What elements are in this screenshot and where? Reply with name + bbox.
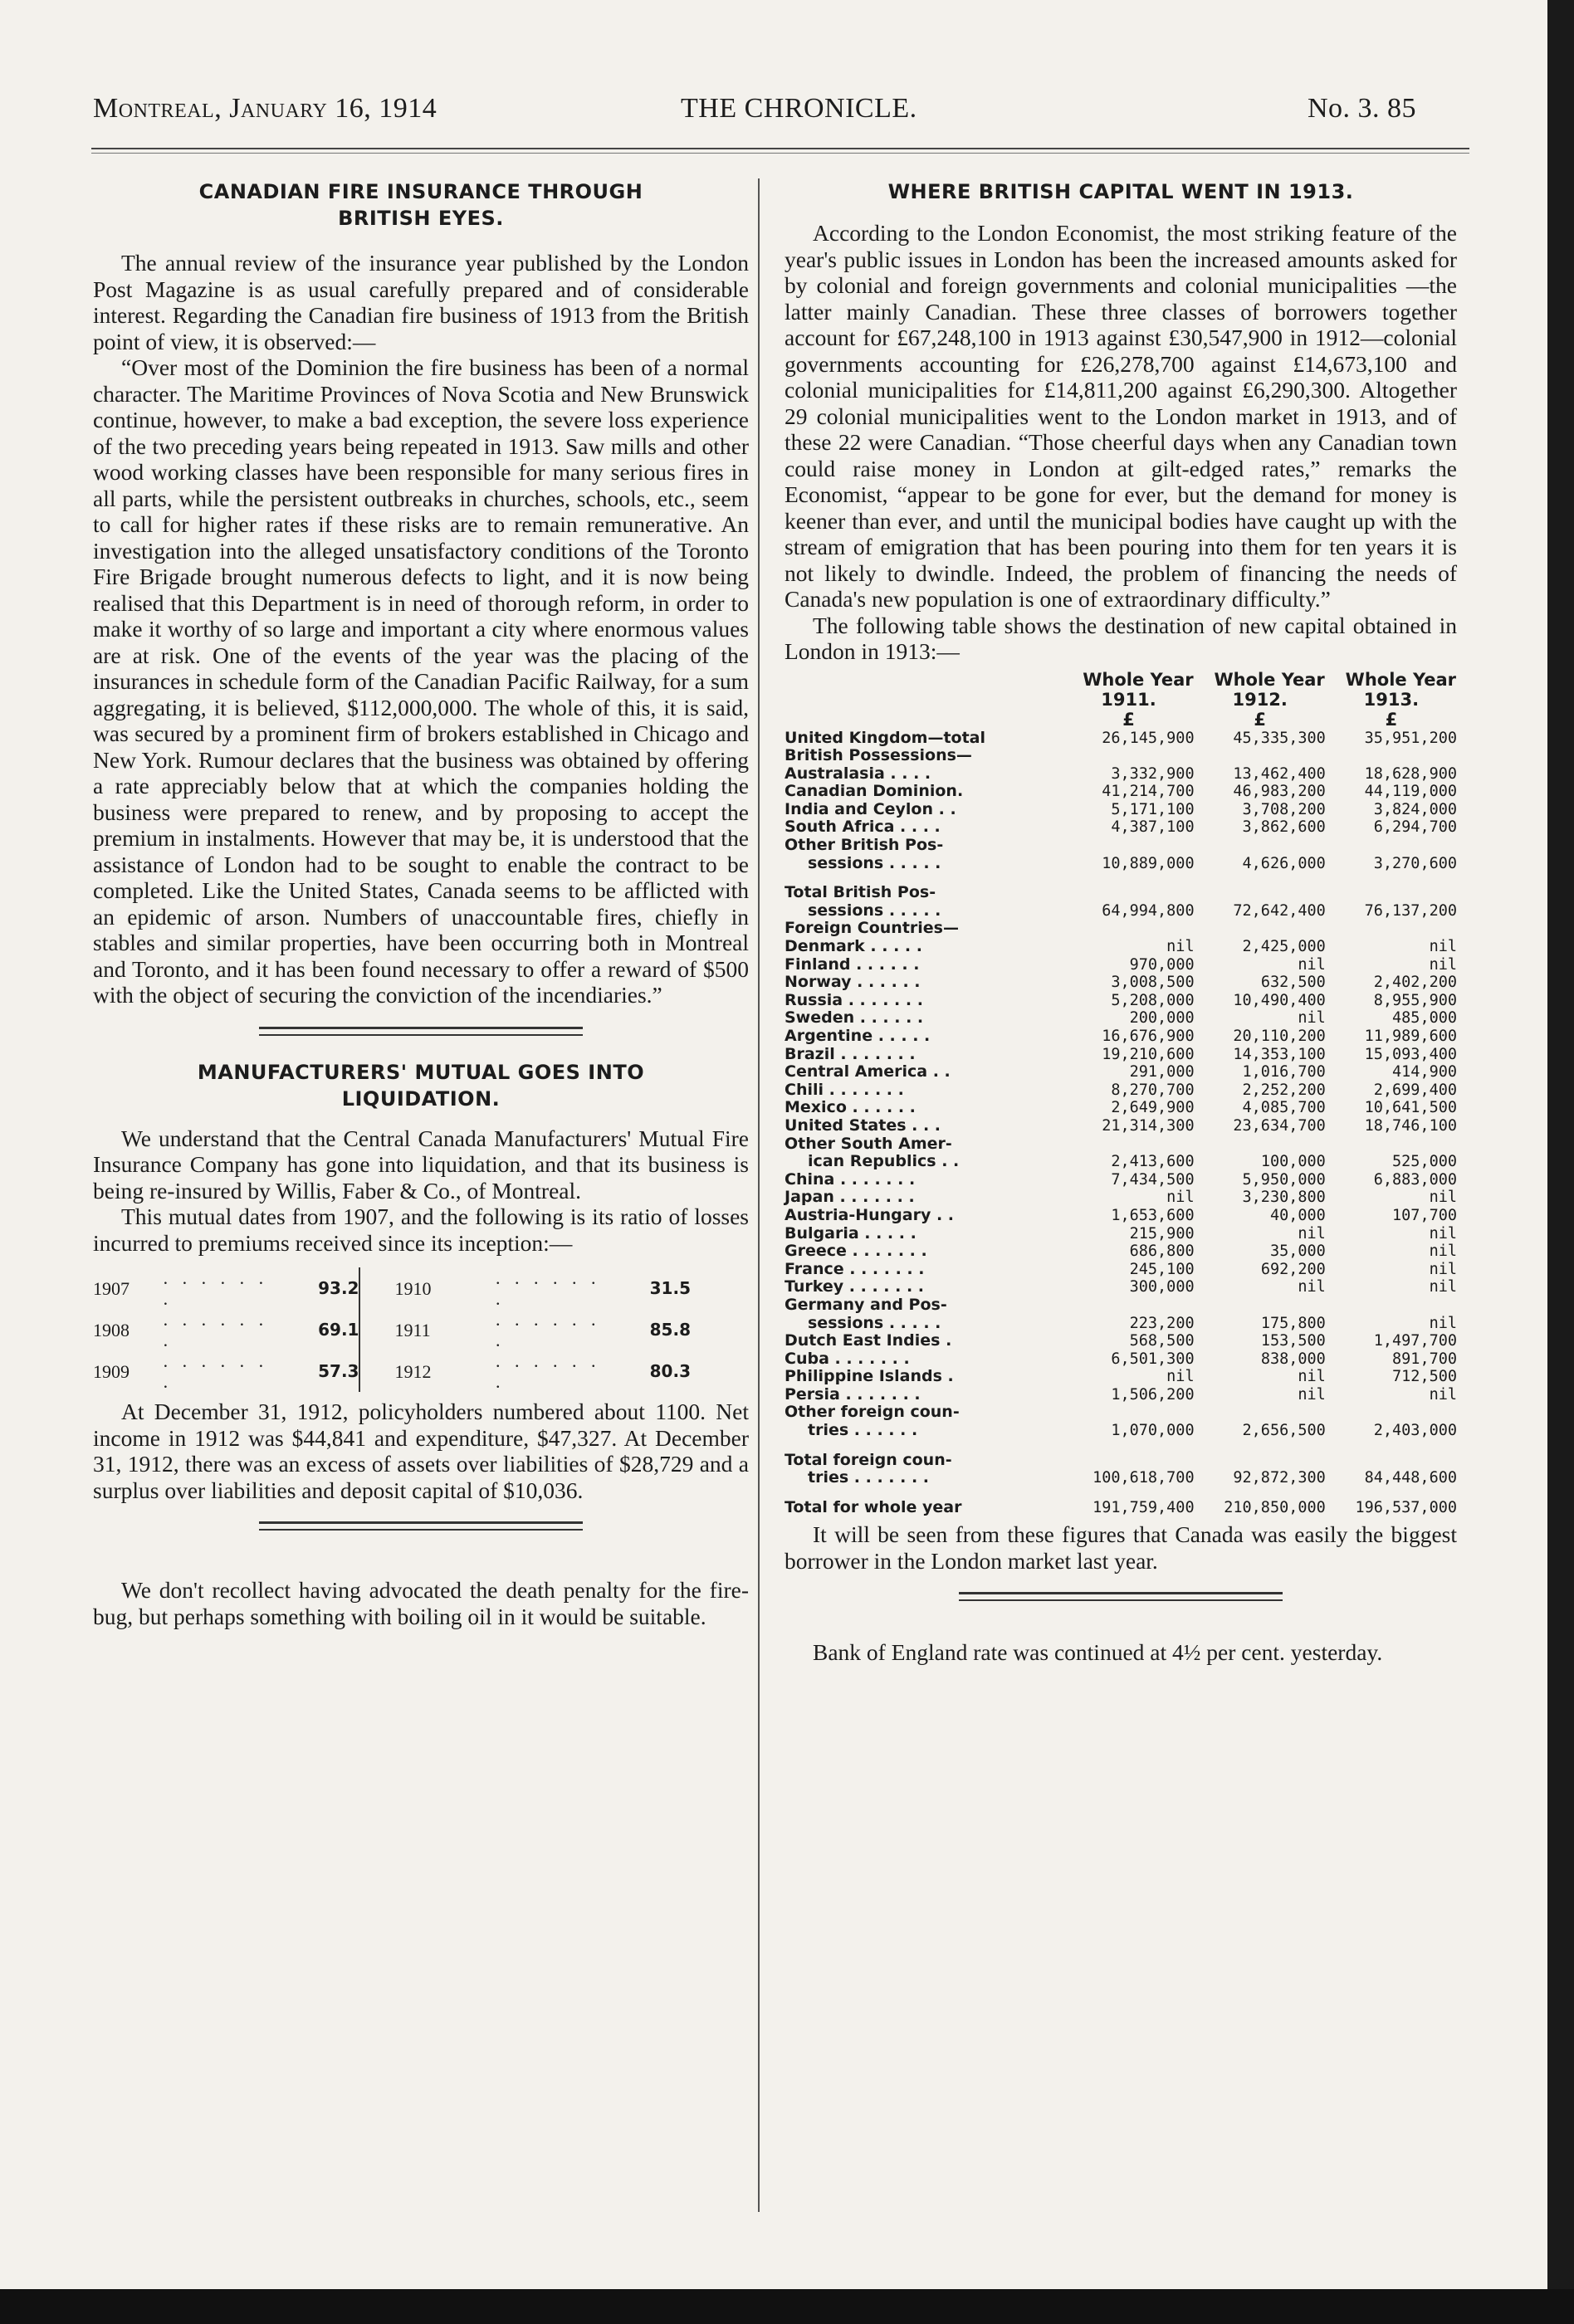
row-value: 10,490,400 (1233, 991, 1326, 1009)
ratio-value: 85.8 (649, 1319, 691, 1340)
row-value: 223,200 (1129, 1314, 1195, 1332)
row-value: 3,008,500 (1111, 974, 1195, 992)
table-row (785, 920, 1457, 938)
row-value: 245,100 (1129, 1260, 1195, 1278)
row-value: 4,626,000 (1242, 854, 1326, 872)
row-value: 21,314,300 (1102, 1116, 1195, 1135)
ratio-year: 1910 (394, 1277, 432, 1299)
row-label: Greece . . . . . . . (785, 1242, 927, 1261)
row-value (1063, 1440, 1194, 1452)
row-value: 107,700 (1392, 1206, 1457, 1224)
row-value (1195, 837, 1326, 855)
row-value: 72,642,400 (1233, 901, 1326, 920)
row-label: Australasia . . . . (785, 764, 931, 783)
row-value (1063, 1296, 1194, 1315)
table-row (785, 1046, 1457, 1064)
column-divider (758, 178, 760, 2212)
row-value: 2,413,600 (1111, 1153, 1195, 1171)
row-value (1063, 1452, 1194, 1470)
row-label: Germany and Pos- (785, 1295, 947, 1314)
row-value: 15,093,400 (1364, 1045, 1457, 1063)
row-value: 485,000 (1392, 1009, 1457, 1028)
row-value: 8,955,900 (1373, 991, 1457, 1009)
row-value: 23,634,700 (1233, 1116, 1326, 1135)
table-row (785, 938, 1457, 956)
row-value (1195, 884, 1326, 902)
table-row (785, 992, 1457, 1010)
table-row (785, 1315, 1457, 1333)
row-label: Austria-Hungary . . (785, 1205, 955, 1224)
row-value (1326, 837, 1457, 855)
row-label: Sweden . . . . . . (785, 1008, 924, 1028)
table-row (785, 730, 1457, 748)
column-unit: £ (1122, 709, 1135, 730)
row-value (1063, 837, 1194, 855)
header-page-number: No. 3. 85 (1308, 93, 1417, 124)
row-label: Brazil . . . . . . . (785, 1044, 916, 1063)
mutual-para-2: This mutual dates from 1907, and the following is its ratio of losses incurred to premiums received since its inception:— (93, 1204, 749, 1256)
capital-para-3: It will be seen from these figures that Canada was easily the biggest borrower in the London market last year. (785, 1521, 1457, 1574)
row-label: Russia . . . . . . . (785, 990, 923, 1009)
row-value: nil (1298, 1009, 1326, 1028)
row-label: tries . . . . . . (808, 1421, 918, 1440)
row-value: 44,119,000 (1364, 783, 1457, 801)
table-row (785, 1063, 1457, 1081)
table-header-row (785, 710, 1457, 730)
row-value: 196,537,000 (1355, 1498, 1457, 1516)
row-label: Dutch East Indies . (785, 1331, 952, 1350)
column-unit: £ (1254, 709, 1266, 730)
article-title-fire-insurance: CANADIAN FIRE INSURANCE THROUGH BRITISH EYES. (198, 180, 643, 230)
row-value: 191,759,400 (1093, 1498, 1195, 1516)
table-row (785, 1099, 1457, 1117)
row-label: Central America . . (785, 1062, 951, 1081)
row-label: sessions . . . . . (808, 901, 941, 920)
row-value (1326, 1487, 1457, 1499)
row-value: nil (1166, 1368, 1195, 1386)
row-value: 10,889,000 (1102, 854, 1195, 872)
row-label: sessions . . . . . (808, 1313, 941, 1332)
row-label: United Kingdom—total (785, 728, 986, 747)
row-value: 3,270,600 (1373, 854, 1457, 872)
row-label: Foreign Countries— (785, 919, 959, 938)
row-value (1195, 1440, 1326, 1452)
row-value (1195, 1404, 1326, 1422)
table-row (785, 1081, 1457, 1100)
table-row (785, 872, 1457, 884)
row-value: 6,883,000 (1373, 1170, 1457, 1189)
row-value: nil (1429, 1278, 1457, 1296)
row-label (785, 1487, 1063, 1499)
row-value: 35,000 (1269, 1243, 1326, 1261)
row-label: Other South Amer- (785, 1134, 952, 1153)
header-dateline: Montreal, January 16, 1914 (93, 93, 437, 124)
row-label: Japan . . . . . . . (785, 1188, 915, 1207)
bank-rate-note: Bank of England rate was continued at 4½ per cent. yesterday. (813, 1639, 1383, 1666)
row-label: Finland . . . . . . (785, 954, 920, 974)
table-row (785, 1225, 1457, 1243)
row-value (1195, 1452, 1326, 1470)
section-divider (959, 1592, 1283, 1601)
row-value: 18,746,100 (1364, 1116, 1457, 1135)
loss-ratio-table (93, 1267, 691, 1392)
row-value: 153,500 (1260, 1332, 1326, 1350)
row-value: 18,628,900 (1364, 764, 1457, 783)
row-value: 19,210,600 (1102, 1045, 1195, 1063)
row-value (1326, 1404, 1457, 1422)
row-value: nil (1166, 938, 1195, 956)
row-value: 8,270,700 (1111, 1081, 1195, 1099)
row-value: 16,676,900 (1102, 1028, 1195, 1045)
fire-bug-note: We don't recollect having advocated the death penalty for the fire-bug, but perhaps something with boiling oil in it would be suitable. (93, 1577, 749, 1629)
row-value: nil (1429, 1385, 1457, 1404)
ratio-year: 1912 (394, 1360, 432, 1382)
row-value (1326, 884, 1457, 902)
table-row (785, 884, 1457, 902)
row-value: 14,353,100 (1233, 1045, 1326, 1063)
row-value: 6,294,700 (1373, 818, 1457, 837)
table-row: 1907 . . . . . . . 93.2 1910 . . . . . . . 31.5 (93, 1267, 691, 1309)
row-label: South Africa . . . . (785, 818, 941, 837)
row-value (1063, 872, 1194, 884)
row-label: Cuba . . . . . . . (785, 1349, 910, 1368)
row-value: 76,137,200 (1364, 901, 1457, 920)
row-value: 45,335,300 (1233, 729, 1326, 747)
table-row (785, 1368, 1457, 1386)
row-value: 7,434,500 (1111, 1170, 1195, 1189)
table-row (785, 1404, 1457, 1422)
table-row (785, 1278, 1457, 1296)
capital-destination-table (785, 670, 1457, 1517)
row-value: nil (1298, 1224, 1326, 1243)
row-value: 35,951,200 (1364, 729, 1457, 747)
table-header-row (785, 690, 1457, 710)
row-label: tries . . . . . . . (808, 1468, 929, 1487)
fire-insurance-para-2: “Over most of the Dominion the fire business has been of a normal character. The Maritime Provinces of Nova Scotia and New Brunswick continue, however, to make a bad exception, the severe loss experience of the two preceding years being repeated in 1913. Saw mills and other wood working classes have been responsible for many serious fires in all parts, while the persistent outbreaks in churches, schools, etc., seem to call for higher rates if these risks are to remain remunerative. An investigation into the alleged unsatisfactory conditions of the Toronto Fire Brigade brought numerous defects to light, and it is now being realised that this Department is in need of thorough reform, in order to make it worthy of so large and important a city where enormous values are at risk. One of the events of the year was the placing of the insurances in schedule form of the Canadian Pacific Railway, for a sum aggregating, it is believed, $112,000,000. The whole of this, it is said, was secured by a prominent firm of brokers established in Chicago and New York. Rumour declares that the business was obtained by offering a rate appreciably below that at which the companies holding the business were prepared to renew, and by proposing to accept the premium in instalments. However that may be, it is understood that the assistance of London had to be sought to enable the contract to be completed. Like the United States, Canada seems to be afflicted with an epidemic of arson. Numbers of unaccountable fires, chiefly in stables and similar properties, have been occurring both in Montreal and Toronto, and it has been found necessary to offer a reward of $500 with the object of securing the conviction of the incendiaries.” (93, 354, 749, 1008)
row-label: Denmark . . . . . (785, 937, 922, 956)
article-title-british-capital: WHERE BRITISH CAPITAL WENT IN 1913. (887, 180, 1354, 203)
row-value (1326, 747, 1457, 765)
row-value (1195, 1296, 1326, 1315)
column-year: 1912. (1232, 689, 1288, 710)
table-row (785, 1009, 1457, 1028)
table-row (785, 1350, 1457, 1369)
row-value: 5,171,100 (1111, 800, 1195, 818)
row-label: Philippine Islands . (785, 1367, 954, 1386)
row-value: 300,000 (1129, 1278, 1195, 1296)
column-header: Whole Year (1083, 669, 1194, 690)
row-value (1063, 884, 1194, 902)
ratio-year: 1909 (93, 1360, 130, 1382)
row-value (1063, 1135, 1194, 1154)
row-value: nil (1429, 1243, 1457, 1261)
table-row (785, 1452, 1457, 1470)
row-value: 175,800 (1260, 1314, 1326, 1332)
row-value (1063, 1404, 1194, 1422)
table-row (785, 765, 1457, 784)
row-value: nil (1429, 938, 1457, 956)
row-value: nil (1166, 1189, 1195, 1207)
row-value: 414,900 (1392, 1063, 1457, 1081)
row-value: 92,872,300 (1233, 1469, 1326, 1487)
row-label: sessions . . . . . (808, 853, 941, 872)
row-value: 3,332,900 (1111, 764, 1195, 783)
capital-para-1: According to the London Economist, the most striking feature of the year's public issues in London has been the increased amounts asked for by colonial and foreign governments and colonial municipalities —the latter mainly Canadian. These three classes of borrowers together account for £67,248,100 in 1913 against £30,547,900 in 1912—colonial governments accounting for £26,278,700 against £14,673,100 and colonial municipalities for £14,811,200 against £6,290,300. Altogether 29 colonial municipalities went to the London market in 1913, and of these 22 were Canadian. “Those cheerful days when any Canadian town could raise money in London at gilt-edged rates,” remarks the Economist, “appear to be gone for ever, but the demand for money is keener than ever, and until the municipal bodies have caught up with the stream of emigration that has been pouring into them for ten years it is not likely to dwindle. Indeed, the problem of financing the needs of Canada's new population is one of extraordinary difficulty.” (785, 220, 1457, 612)
ratio-year: 1907 (93, 1277, 130, 1299)
table-row (785, 1171, 1457, 1189)
table-row (785, 783, 1457, 801)
ratio-value: 80.3 (649, 1360, 691, 1381)
table-row (785, 956, 1457, 974)
fire-insurance-para-1: The annual review of the insurance year published by the London Post Magazine is as usual carefully prepared and of considerable interest. Regarding the Canadian fire business of 1913 from the British point of view, it is observed:— (93, 250, 749, 354)
row-value: 2,699,400 (1373, 1081, 1457, 1099)
row-label: United States . . . (785, 1116, 941, 1135)
row-value: 2,402,200 (1373, 974, 1457, 992)
row-value: 3,824,000 (1373, 800, 1457, 818)
row-value: 210,850,000 (1224, 1498, 1326, 1516)
ratio-value: 93.2 (318, 1277, 359, 1298)
ratio-value: 57.3 (318, 1360, 359, 1381)
row-value: 3,862,600 (1242, 818, 1326, 837)
row-value: 46,983,200 (1233, 783, 1326, 801)
mutual-para-1: We understand that the Central Canada Manufacturers' Mutual Fire Insurance Company has gone into liquidation, and that its business is being re-insured by Willis, Faber & Co., of Montreal. (93, 1125, 749, 1204)
ratio-year: 1908 (93, 1319, 130, 1340)
row-value (1326, 1135, 1457, 1154)
table-row: 1909 . . . . . . . 57.3 1912 . . . . . . . 80.3 (93, 1350, 691, 1392)
row-value: 100,618,700 (1093, 1469, 1195, 1487)
header-rule (91, 148, 1469, 149)
row-value (1326, 1440, 1457, 1452)
table-row (785, 902, 1457, 920)
row-label: ican Republics . . (808, 1152, 960, 1171)
row-value: 970,000 (1129, 955, 1195, 974)
row-value: 1,016,700 (1242, 1063, 1326, 1081)
column-year: 1913. (1363, 689, 1420, 710)
row-value: 5,208,000 (1111, 991, 1195, 1009)
table-row (785, 855, 1457, 873)
row-value: 1,653,600 (1111, 1206, 1195, 1224)
row-value: 1,497,700 (1373, 1332, 1457, 1350)
row-value: nil (1429, 1189, 1457, 1207)
mutual-para-3: At December 31, 1912, policyholders numbered about 1100. Net income in 1912 was $44,841 and expenditure, $47,327. At December 31, 1912, there was an excess of assets over liabilities of $28,729 and a surplus over liabilities and deposit capital of $10,036. (93, 1399, 749, 1503)
row-value: 40,000 (1269, 1206, 1326, 1224)
table-row (785, 1189, 1457, 1207)
row-value (1195, 1487, 1326, 1499)
row-value: 3,708,200 (1242, 800, 1326, 818)
table-row (785, 1243, 1457, 1261)
table-body (785, 730, 1457, 1517)
row-label: Other British Pos- (785, 836, 944, 855)
table-row (785, 1440, 1457, 1452)
table-row (785, 1332, 1457, 1350)
capital-para-2: The following table shows the destination of new capital obtained in London in 1913:— (785, 612, 1457, 664)
row-value: 1,070,000 (1111, 1422, 1195, 1440)
table-row (785, 1261, 1457, 1279)
row-value: 632,500 (1260, 974, 1326, 992)
row-value: 26,145,900 (1102, 729, 1195, 747)
row-label: British Possessions— (785, 746, 972, 765)
column-header: Whole Year (1345, 669, 1456, 690)
row-label: Total foreign coun- (785, 1450, 952, 1469)
header-masthead: THE CHRONICLE. (681, 93, 917, 124)
row-value: 568,500 (1129, 1332, 1195, 1350)
row-label (785, 1440, 1063, 1452)
row-value: 10,641,500 (1364, 1099, 1457, 1117)
row-label: Bulgaria . . . . . (785, 1223, 917, 1243)
table-row (785, 837, 1457, 855)
scan-edge-bottom (0, 2289, 1574, 2324)
table-row (785, 818, 1457, 837)
row-value: 692,200 (1260, 1260, 1326, 1278)
table-row (785, 1386, 1457, 1404)
row-value (1195, 920, 1326, 938)
column-year: 1911. (1101, 689, 1156, 710)
table-row (785, 747, 1457, 765)
row-value (1195, 1135, 1326, 1154)
row-value: 2,252,200 (1242, 1081, 1326, 1099)
row-value: 11,989,600 (1364, 1028, 1457, 1045)
table-row (785, 1207, 1457, 1225)
row-value: 525,000 (1392, 1153, 1457, 1171)
row-value (1326, 920, 1457, 938)
table-row (785, 801, 1457, 819)
section-divider (259, 1521, 583, 1531)
row-label (785, 872, 1063, 884)
row-value: 41,214,700 (1102, 783, 1195, 801)
row-value: 64,994,800 (1102, 901, 1195, 920)
row-value: 6,501,300 (1111, 1350, 1195, 1368)
article-title-manufacturers-mutual: MANUFACTURERS' MUTUAL GOES INTO LIQUIDATION. (197, 1060, 645, 1111)
row-value: 13,462,400 (1233, 764, 1326, 783)
row-value: 100,000 (1260, 1153, 1326, 1171)
column-header: Whole Year (1214, 669, 1325, 690)
row-label: India and Ceylon . . (785, 799, 956, 818)
row-label: Persia . . . . . . . (785, 1384, 921, 1404)
row-value (1326, 1296, 1457, 1315)
table-row (785, 1422, 1457, 1440)
row-value (1326, 872, 1457, 884)
table-row (785, 1028, 1457, 1046)
row-value (1195, 747, 1326, 765)
header-rule-2 (91, 153, 1469, 154)
table-row (785, 1296, 1457, 1315)
table-row (785, 1117, 1457, 1135)
row-value: 3,230,800 (1242, 1189, 1326, 1207)
left-column (93, 178, 749, 1629)
row-value: nil (1429, 955, 1457, 974)
row-value: 291,000 (1129, 1063, 1195, 1081)
row-value (1195, 872, 1326, 884)
table-row (785, 1469, 1457, 1487)
ratio-value: 69.1 (318, 1319, 359, 1340)
row-value: nil (1298, 1385, 1326, 1404)
row-value: 20,110,200 (1233, 1028, 1326, 1045)
row-value: 5,950,000 (1242, 1170, 1326, 1189)
row-label: China . . . . . . . (785, 1169, 916, 1189)
table-row (785, 1135, 1457, 1154)
column-unit: £ (1385, 709, 1398, 730)
row-value: nil (1429, 1224, 1457, 1243)
row-value: 838,000 (1260, 1350, 1326, 1368)
row-value: nil (1429, 1314, 1457, 1332)
row-value: 2,403,000 (1373, 1422, 1457, 1440)
ratio-year: 1911 (394, 1319, 431, 1340)
row-label: Chili . . . . . . . (785, 1080, 904, 1099)
row-value: nil (1298, 1368, 1326, 1386)
row-label: Norway . . . . . . (785, 973, 921, 992)
table-row (785, 1487, 1457, 1499)
row-value: nil (1429, 1260, 1457, 1278)
row-label: Mexico . . . . . . (785, 1098, 916, 1117)
row-value: 200,000 (1129, 1009, 1195, 1028)
row-value: nil (1298, 1278, 1326, 1296)
row-value: 891,700 (1392, 1350, 1457, 1368)
table-row (785, 974, 1457, 992)
row-value: 2,649,900 (1111, 1099, 1195, 1117)
table-row: 1908 . . . . . . . 69.1 1911 . . . . . . . 85.8 (93, 1309, 691, 1350)
row-value: 4,387,100 (1111, 818, 1195, 837)
table-header-row (785, 670, 1457, 690)
row-label: France . . . . . . . (785, 1259, 925, 1278)
table-row (785, 1499, 1457, 1517)
table-row (785, 1153, 1457, 1171)
scan-edge (1547, 0, 1574, 2324)
row-value (1063, 1487, 1194, 1499)
row-label: Total British Pos- (785, 883, 936, 902)
row-label: Argentine . . . . . (785, 1027, 931, 1045)
row-value (1326, 1452, 1457, 1470)
right-column (785, 178, 1457, 1666)
row-value: 686,800 (1129, 1243, 1195, 1261)
row-value: 215,900 (1129, 1224, 1195, 1243)
row-label: Other foreign coun- (785, 1403, 960, 1422)
row-value (1063, 920, 1194, 938)
row-value: 1,506,200 (1111, 1385, 1195, 1404)
ratio-value: 31.5 (649, 1277, 691, 1298)
row-label: Turkey . . . . . . . (785, 1277, 924, 1296)
row-value: 712,500 (1392, 1368, 1457, 1386)
row-value: 4,085,700 (1242, 1099, 1326, 1117)
row-value: 84,448,600 (1364, 1469, 1457, 1487)
row-label: Canadian Dominion. (785, 782, 964, 801)
row-value: 2,656,500 (1242, 1422, 1326, 1440)
row-label: Total for whole year (785, 1497, 962, 1516)
row-value: 2,425,000 (1242, 938, 1326, 956)
row-value: nil (1298, 955, 1326, 974)
row-value (1063, 747, 1194, 765)
section-divider (259, 1027, 583, 1036)
